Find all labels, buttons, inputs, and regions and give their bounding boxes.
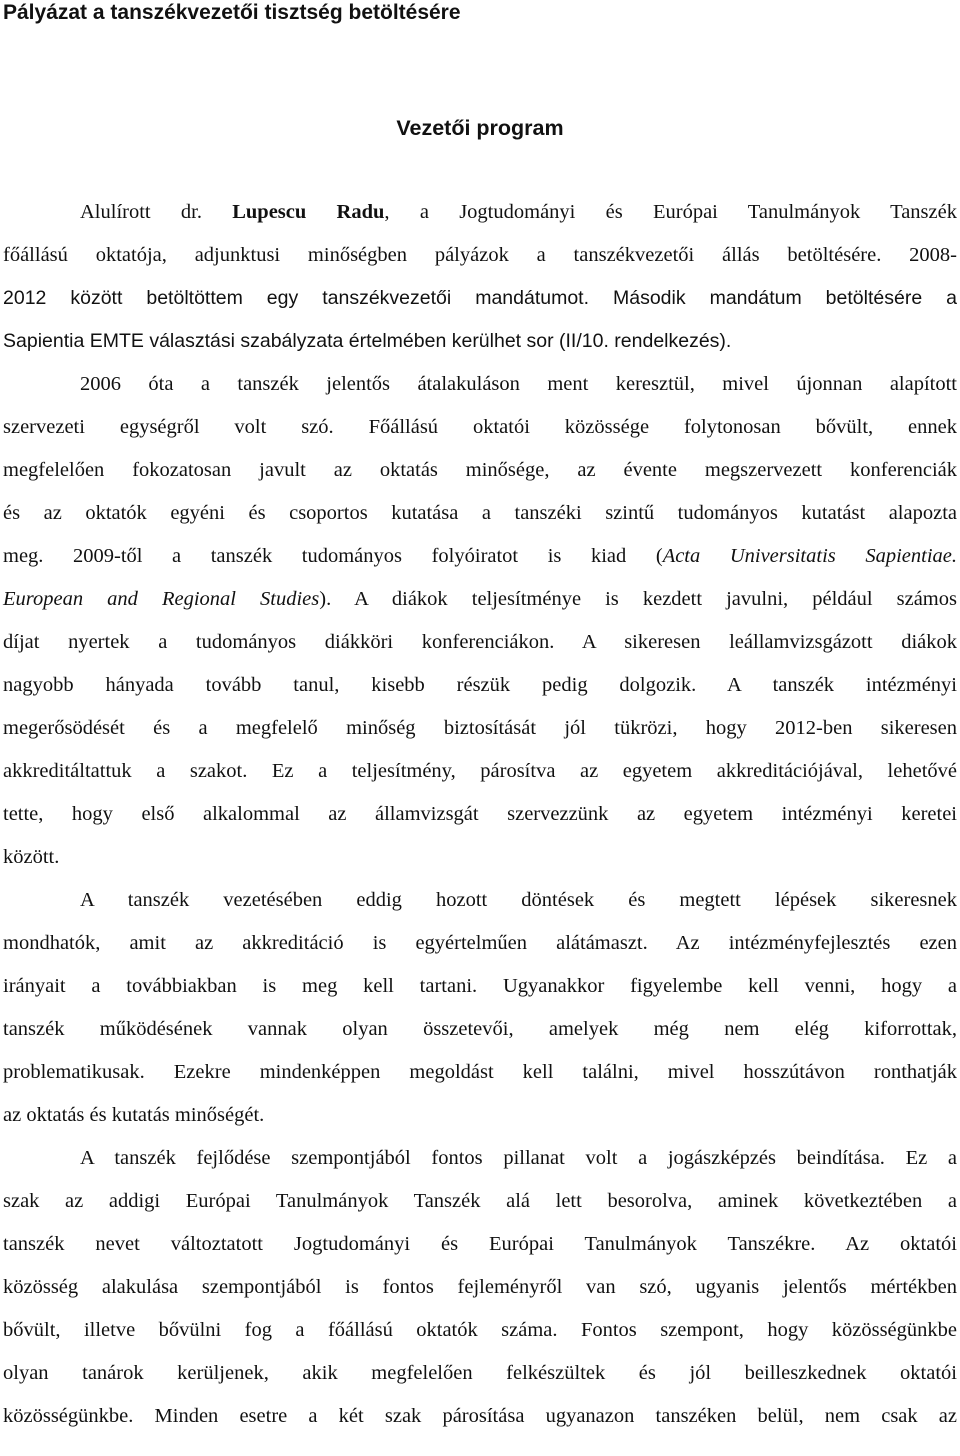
text-run: A tanszék fejlődése szempontjából fontos pillanat volt a jogászképzés beindítása. Ez a	[80, 1147, 957, 1169]
text-line	[3, 1315, 957, 1345]
text-line	[3, 541, 957, 571]
text-line	[3, 584, 957, 614]
text-run: meg. 2009-től a tanszék tudományos folyóiratot is kiad (	[3, 545, 663, 567]
text-run: tanszék működésének vannak olyan összetevői, amelyek még nem elég kiforrottak,	[3, 1018, 957, 1040]
text-run: A tanszék vezetésében eddig hozott döntések és megtett lépések sikeresnek	[80, 889, 957, 911]
text-run: irányait a továbbiakban is meg kell tartani. Ugyanakkor figyelembe kell venni, hogy a	[3, 975, 957, 997]
text-run: tette, hogy első alkalommal az államvizsgát szervezzünk az egyetem intézményi keretei	[3, 803, 957, 825]
program-heading: Vezetői program	[396, 116, 564, 140]
text-run: szak az addigi Európai Tanulmányok Tanszék alá lett besorolva, aminek következtében a	[3, 1190, 957, 1212]
text-run: megfelelően fokozatosan javult az oktatás minősége, az évente megszervezett konferenciák	[3, 459, 957, 481]
text-line	[3, 1186, 957, 1216]
text-line	[3, 1100, 957, 1130]
text-run: díjat nyertek a tudományos diákköri konferenciákon. A sikeresen leállamvizsgázott diákok	[3, 631, 957, 653]
text-run: megerősödését és a megfelelő minőség biztosítását jól tükrözi, hogy 2012-ben sikeresen	[3, 717, 957, 739]
text-run: közösség alakulása szempontjából is fontos fejleményről van szó, ugyanis jelentős mértékben	[3, 1276, 957, 1298]
text-line	[3, 1229, 957, 1259]
text-line	[3, 412, 957, 442]
text-line	[3, 498, 957, 528]
text-line	[3, 1057, 957, 1087]
text-run: ). A diákok teljesítménye is kezdett javulni, például számos	[319, 588, 957, 610]
text-run: közösségünkbe. Minden esetre a két szak párosítása ugyanazon tanszéken belül, nem csak az	[3, 1405, 957, 1427]
text-run: , a Jogtudományi és Európai Tanulmányok Tanszék	[384, 201, 957, 223]
text-run: Főállású oktatói közössége folytonosan bővült, ennek	[333, 416, 957, 438]
text-line	[3, 1014, 957, 1044]
text-line	[80, 885, 957, 915]
text-run: az oktatás és kutatás minőségét.	[3, 1104, 265, 1126]
text-line	[80, 1143, 957, 1173]
text-run: főállású oktatója, adjunktusi minőségben pályázok a tanszékvezetői állás betöltésére. 2008-	[3, 244, 957, 266]
text-run: 2006 óta a tanszék jelentős átalakuláson ment keresztül, mivel újonnan alapított	[80, 373, 957, 395]
journal-title: Acta Universitatis Sapientiae.	[662, 545, 957, 567]
text-line	[3, 713, 957, 743]
text-run: Alulírott dr.	[80, 201, 233, 223]
text-run: olyan tanárok kerüljenek, akik megfelelően felkészültek és jól beilleszkednek oktatói	[3, 1362, 957, 1384]
text-run: akkreditáltattuk a szakot. Ez a teljesítmény, párosítva az egyetem akkreditációjával, lehetővé	[3, 760, 957, 782]
text-run: szervezeti egységről volt szó.	[3, 416, 334, 438]
text-line	[3, 240, 957, 270]
text-run: 2012 között betöltöttem egy tanszékvezetői mandátumot. Második mandátum betöltésére a	[3, 287, 957, 309]
text-run: nagyobb hányada tovább tanul, kisebb részük pedig dolgozik. A tanszék intézményi	[3, 674, 957, 696]
text-run: bővült, illetve bővülni fog a főállású oktatók száma. Fontos szempont, hogy közösségünkbe	[3, 1319, 957, 1341]
text-line	[80, 197, 957, 227]
author-name: Lupescu Radu	[232, 201, 385, 223]
text-run: tanszék nevet változtatott Jogtudományi és Európai Tanulmányok Tanszékre. Az oktatói	[3, 1233, 957, 1255]
text-line	[3, 1401, 957, 1431]
text-run: között.	[3, 846, 60, 868]
text-line	[3, 627, 957, 657]
text-line	[3, 670, 957, 700]
text-line	[3, 1358, 957, 1388]
text-line	[3, 455, 957, 485]
text-line	[3, 326, 957, 356]
text-line	[3, 799, 957, 829]
text-line	[3, 842, 957, 872]
text-line	[3, 928, 957, 958]
document-title: Pályázat a tanszékvezetői tisztség betöltésére	[3, 1, 461, 24]
journal-title: European and Regional Studies	[3, 588, 320, 610]
text-run: problematikusak. Ezekre mindenképpen megoldást kell találni, mivel hosszútávon ronthatják	[3, 1061, 957, 1083]
text-run: mondhatók, amit az akkreditáció is egyértelműen alátámaszt. Az intézményfejlesztés ezen	[3, 932, 957, 954]
text-line	[3, 1272, 957, 1302]
text-run: és az oktatók egyéni és csoportos kutatása a tanszéki szintű tudományos kutatást alapozta	[3, 502, 957, 524]
text-run: Sapientia EMTE választási szabályzata értelmében kerülhet sor (II/10. rendelkezés).	[3, 330, 732, 352]
text-line	[3, 756, 957, 786]
text-line	[3, 971, 957, 1001]
text-line	[80, 369, 957, 399]
text-line	[3, 283, 957, 313]
